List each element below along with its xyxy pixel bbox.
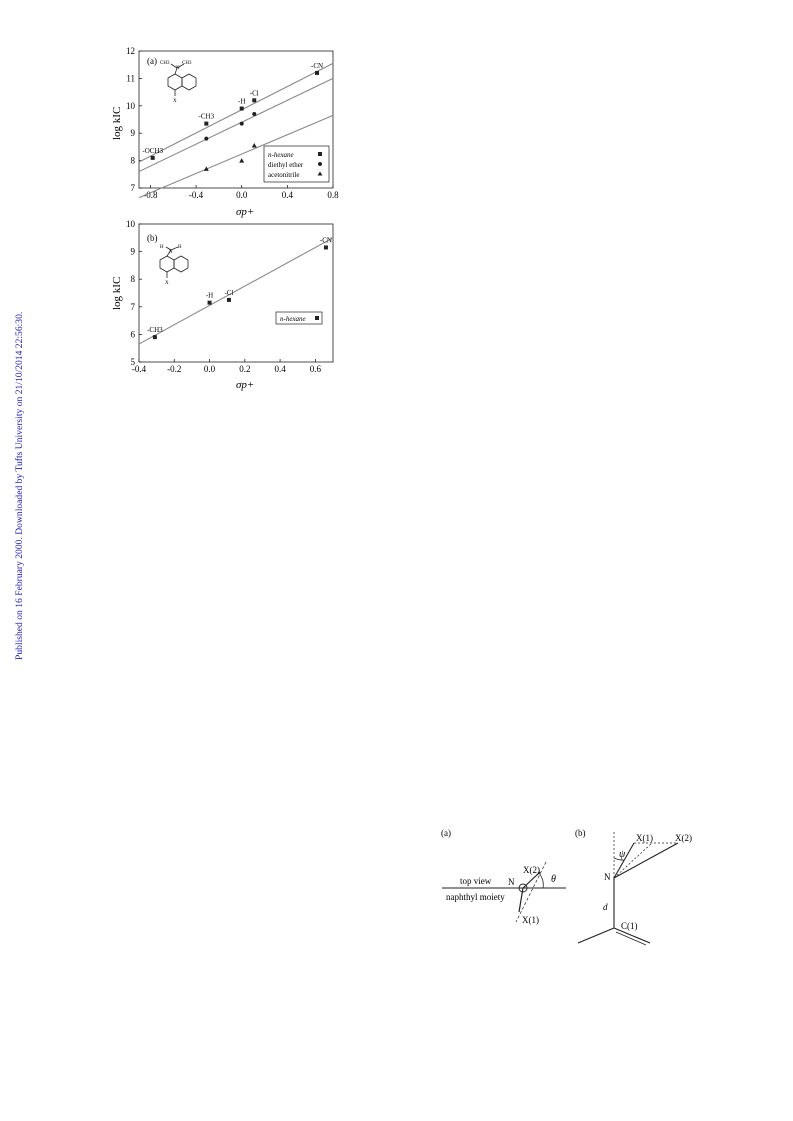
- legend-a-square-marker: [318, 152, 322, 156]
- data-point-square-a: [151, 156, 155, 160]
- y-tick-label-a: 10: [126, 100, 135, 111]
- legend-a-hexane: n-hexane: [268, 151, 294, 159]
- chart-b-panel-label: (b): [147, 233, 158, 243]
- data-point-triangle-a: [252, 143, 257, 148]
- data-point-circle-a: [252, 112, 256, 116]
- point-annotation-a: -CH3: [198, 112, 215, 121]
- legend-b-hexane: n-hexane: [280, 315, 306, 323]
- y-tick-label-a: 9: [130, 128, 135, 139]
- chart-a-ylabel: log kIC: [111, 106, 123, 140]
- diagram-b-x2: X(2): [675, 833, 692, 843]
- molecule-b-x: X: [165, 281, 169, 286]
- diagram-b-d: d: [603, 902, 608, 912]
- chart-b-xlabel: σp+: [236, 379, 255, 391]
- x-tick-label-a: -0.4: [188, 190, 204, 200]
- legend-a-diethyl-ether: diethyl ether: [268, 161, 304, 169]
- molecule-a-x: X: [173, 99, 177, 104]
- data-point-circle-a: [240, 122, 244, 126]
- data-point-square-b: [324, 245, 328, 249]
- x-tick-label-b: 0.0: [203, 364, 216, 374]
- x-tick-label-a: 0.8: [327, 190, 339, 200]
- point-annotation-b: -CH3: [147, 326, 163, 335]
- chart-b-ylabel: log kIC: [111, 276, 123, 310]
- chart-a-xlabel: σp+: [236, 206, 255, 218]
- molecule-b-n: N: [169, 250, 173, 255]
- diagram-a-n: N: [508, 877, 515, 887]
- data-point-square-b: [227, 298, 231, 302]
- y-tick-label-b: 7: [130, 301, 135, 312]
- diagram-b-c1: C(1): [621, 921, 638, 931]
- geometry-diagram-b: [575, 828, 692, 945]
- molecule-b-h-left: H: [160, 245, 164, 250]
- molecule-b-sketch: [160, 247, 188, 278]
- diagram-a-x2: X(2): [523, 865, 540, 875]
- data-point-square-b: [153, 335, 157, 339]
- legend-a-circle-marker: [318, 162, 322, 166]
- diagram-b-n: N: [604, 872, 611, 882]
- point-annotation-a: -Cl: [249, 89, 259, 98]
- ring-double-bond: [616, 932, 646, 945]
- molecule-a-ch3-left: CH3: [160, 61, 170, 66]
- y-tick-label-b: 6: [130, 329, 135, 340]
- chart-b-frame: [139, 224, 333, 362]
- point-annotation-a: -CN: [310, 61, 324, 70]
- molecule-b-h-right: H: [178, 245, 182, 250]
- diagram-b-x1: X(1): [636, 833, 653, 843]
- diagram-a-theta: θ: [551, 874, 556, 885]
- chart-a: [111, 46, 339, 218]
- chart-a-panel-label: (a): [147, 56, 157, 66]
- data-point-circle-a: [204, 137, 208, 141]
- point-annotation-b: -CN: [319, 236, 332, 245]
- diagram-a-x1: X(1): [522, 915, 539, 925]
- data-point-square-a: [240, 107, 244, 111]
- data-point-square-a: [204, 122, 208, 126]
- chart-b: [111, 219, 333, 391]
- molecule-a-n: N: [176, 66, 180, 71]
- y-tick-label-b: 8: [130, 274, 135, 285]
- data-point-square-a: [252, 98, 256, 102]
- legend-b-square-marker: [315, 316, 319, 320]
- x-tick-label-a: 0.4: [281, 190, 293, 200]
- geometry-diagram-a: [441, 828, 566, 925]
- point-annotation-a: -OCH3: [142, 146, 164, 155]
- y-tick-label-a: 12: [126, 46, 135, 56]
- legend-a-acetonitrile: acetonitrile: [268, 171, 300, 179]
- diagram-a-naphthyl: naphthyl moiety: [446, 892, 505, 902]
- point-annotation-b: -H: [205, 291, 214, 300]
- x-tick-label-b: -0.2: [167, 364, 182, 374]
- x-tick-label-b: -0.4: [131, 364, 147, 374]
- x-tick-label-a: -0.8: [143, 190, 158, 200]
- y-tick-label-b: 9: [130, 246, 135, 257]
- download-watermark-text: Published on 16 February 2000. Downloaded by Tufts University on 21/10/2014 22:56:30.: [14, 311, 25, 660]
- x-tick-label-b: 0.2: [239, 364, 251, 374]
- y-tick-label-b: 5: [130, 357, 135, 367]
- data-point-triangle-a: [239, 158, 244, 163]
- y-tick-label-a: 11: [126, 73, 135, 84]
- y-tick-label-a: 7: [130, 183, 135, 193]
- x-tick-label-b: 0.4: [274, 364, 286, 374]
- point-annotation-a: -H: [238, 97, 246, 106]
- y-tick-label-a: 8: [130, 155, 135, 166]
- diagram-b-psi: ψ: [619, 849, 626, 860]
- x-tick-label-a: 0.0: [236, 190, 248, 200]
- point-annotation-b: -Cl: [224, 288, 234, 297]
- ring-bond-left: [578, 928, 614, 943]
- x-tick-label-b: 0.6: [309, 364, 321, 374]
- y-tick-label-b: 10: [126, 219, 135, 229]
- diagram-a-label: (a): [441, 828, 451, 838]
- molecule-a-sketch: [168, 64, 196, 96]
- data-point-square-b: [208, 301, 212, 305]
- data-point-square-a: [315, 71, 319, 75]
- molecule-a-ch3-right: CH3: [182, 61, 192, 66]
- diagram-b-label: (b): [575, 828, 586, 838]
- diagram-a-top-view: top view: [460, 876, 492, 886]
